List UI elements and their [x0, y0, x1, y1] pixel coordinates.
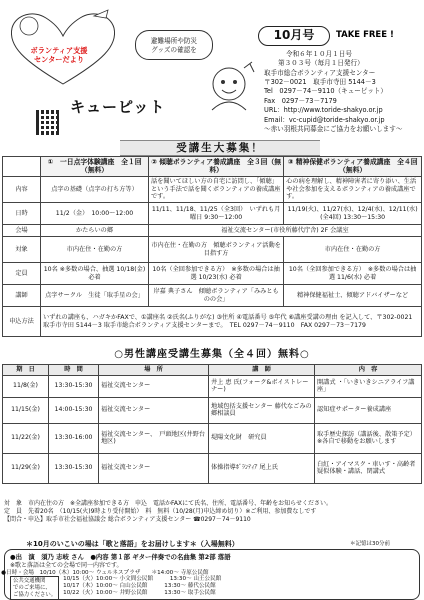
table-cell: 精神保健福祉士、傾聴アドバイザーなど — [284, 285, 422, 307]
table-cell: 点字サークル 生徒「取手星の会」 — [41, 285, 149, 307]
table-cell: 11/2（金） 10:00～12:00 — [41, 203, 149, 225]
table-cell: 白紅・アイマスク・車いす・高齢者疑似体験・講話、閉講式 — [315, 453, 422, 483]
table-cell: 13:30-15:30 — [49, 375, 99, 397]
row-label: 会場 — [3, 225, 41, 237]
table-cell: 福祉交流センター(市役所藤代庁舎) 2F 会議室 — [149, 225, 422, 237]
row-label: 日時 — [3, 203, 41, 225]
column-header: 講 師 — [209, 365, 315, 376]
table-header-row — [3, 365, 422, 376]
column-header: 時 間 — [49, 365, 99, 376]
table-cell: 話を聞いてほしい方の自宅に訪問し、「傾聴」という手法で話を聞くボランティアの養成講座です。 — [149, 176, 284, 202]
event-left-note — [10, 576, 59, 600]
left-note-line: ご協力ください。 — [13, 591, 57, 598]
note-line: 定 員 先着20名 （10/15(火)9時より受付開始） 料 無料（10/28(月)申込締め切り）※ご利用、参加費なしです — [4, 507, 317, 515]
bubble-line: グッズの確認を — [151, 45, 197, 54]
table-cell: 福祉交流センター、 戸頭地区(井野台地区) — [99, 423, 209, 453]
table-row — [3, 285, 422, 307]
table-cell: 福祉交流センター — [99, 375, 209, 397]
column-header: ③ 精神保健ボランティア養成講座 全４回（無料） — [284, 157, 422, 177]
table-cell: 10名（全回参加できる方） ※多数の場合は抽選 11/6(水) 必着 — [284, 263, 422, 285]
table-cell: 市内在住・在勤の方 傾聴ボランティア活動を目指す方 — [149, 237, 284, 263]
table-cell: 認知症サポーター養成講座 — [315, 397, 422, 423]
recruit-banner: 受講生大募集！ — [120, 140, 320, 156]
schedule-line: ●日時・会場 10/10（木）10:00～ ウェルネスプラザ ＊14:00～ 寺原公民館 — [1, 569, 209, 576]
table-cell: いずれの講座も、ハガキかFAXで、①講座名 ②氏名(ふりがな) ③住所 ④電話番号 ⑤年代 ⑥講座受講の理由 を記入して、〒302-0021 取手市寺田 5144－3 取手市総合ボランティア支援センターまで。 TEL 0297－74－9110 FAX 0297－73－7179 — [41, 307, 422, 337]
column-header: ① 一日点字体験講座 全１回（無料） — [41, 157, 149, 177]
table-cell: 11/22(金) — [3, 423, 49, 453]
left-note-line: でのご来場に、 — [13, 584, 51, 591]
info-line: 第３０３号（毎月１日発行） — [278, 59, 364, 68]
course-table — [2, 156, 422, 337]
newsletter-title: キューピット — [70, 98, 166, 116]
row-label: 講師 — [3, 285, 41, 307]
speech-bubble — [135, 30, 213, 60]
table-header-row — [3, 157, 422, 177]
table-cell: 地域包括支援センター 藤代なごみの郷相談員 — [209, 397, 315, 423]
row-label: 対象 — [3, 237, 41, 263]
table-cell: 井上 恵 氏(フォーク&ボイストレーナー) — [209, 375, 315, 397]
heart-text-line: センターだより — [33, 55, 85, 65]
men-course-table — [2, 364, 422, 484]
table-cell: 11/11、11/18、11/25（全3回） いずれも月曜日 9:30～12:00 — [149, 203, 284, 225]
table-cell: 11/8(金) — [3, 375, 49, 397]
schedule-line: 10/15（火）10:00～ 小文間公民館 13:30～ 山王公民館 — [63, 576, 222, 583]
table-cell: 堤陽文化財 研究員 — [209, 423, 315, 453]
table-cell: 10名 ※多数の場合、抽選 10/18(金)必着 — [41, 263, 149, 285]
row-label: 申込方法 — [3, 307, 41, 337]
event-body — [1, 569, 414, 600]
table-row — [3, 263, 422, 285]
table-cell: 福祉交流センター — [99, 397, 209, 423]
mascot-illustration — [200, 60, 258, 118]
table-cell: 開講式 ・「いきいきシニアライフ講座」 — [315, 375, 422, 397]
event-title: ＊10月のいこいの場は「歌と落語」をお届けします＊（入場無料） — [26, 540, 239, 548]
table-cell: 市内在住・在勤の方 — [41, 237, 149, 263]
publisher-info — [264, 50, 402, 134]
row-label: 定員 — [3, 263, 41, 285]
event-performers: ●出 演 須乃 志岐 さん ●内容 第１部 ギター伴奏での名曲集 第2部 落語 — [10, 553, 231, 561]
schedule-line: 10/22（火）10:00～ 井野公民館 13:30～ 取手公民館 — [63, 589, 216, 596]
info-line: ～赤い羽根共同募金にご協力をお願いします～ — [264, 124, 403, 133]
event-note: ＊記憶は30分前 — [350, 541, 390, 547]
qr-code[interactable] — [36, 110, 61, 135]
table-cell: 11/29(金) — [3, 453, 49, 483]
bubble-line: 避難場所や防災 — [150, 37, 198, 45]
table-row — [3, 203, 422, 225]
men-course-notes — [4, 500, 422, 523]
table-row — [3, 375, 422, 397]
table-row — [3, 237, 422, 263]
table-cell: 14:00-15:30 — [49, 397, 99, 423]
contact-line: 【問合・申込】取手市社会福祉協議会 総合ボランティア支援センター ☎0297－74－9110 — [4, 515, 251, 523]
table-row — [3, 423, 422, 453]
table-cell: 岸嘉 典子さん 傾聴ボランティア「みみとものの会」 — [149, 285, 284, 307]
info-line: 取手市総合ボランティア支援センター — [264, 68, 376, 77]
take-free-label: TAKE FREE ! — [336, 30, 394, 40]
info-line: Tel 0297－74－9110（キューピット） — [264, 87, 388, 96]
left-note-line: 公共交通機関 — [13, 577, 46, 584]
heart-text-line: ボランティア支援 — [30, 46, 88, 55]
column-header: 期 日 — [3, 365, 49, 376]
note-line: 対 象 市内在住の方 ※全講座参加できる方 申込 電話かFAXにて氏名、住所、電話番号、年齢をお知らせください。 — [4, 500, 332, 507]
table-cell: 11/15(金) — [3, 397, 49, 423]
table-cell: 点字の基礎（点字の打ち方等） — [41, 176, 149, 202]
table-row — [3, 225, 422, 237]
table-cell: 取手歴史探訪（講話後、散策予定）※各自で移動をお願いします — [315, 423, 422, 453]
info-line: Fax 0297－73－7179 — [264, 96, 337, 105]
info-line: 令和６年１０月１日号 — [286, 50, 352, 58]
table-cell: 10名（全回参加できる方） ※多数の場合は抽選 10/23(水) 必着 — [149, 263, 284, 285]
table-row — [3, 453, 422, 483]
event-box — [1, 549, 420, 600]
column-header: ② 傾聴ボランティア養成講座 全３回（無料） — [149, 157, 284, 177]
table-cell: 市内在住・在勤の方 — [284, 237, 422, 263]
table-cell: 心の病を理解し、精神障害者に寄り添い、生活や社会参加を支えるボランティアの養成講座です。 — [284, 176, 422, 202]
email-link[interactable]: Email：vc-cupid@toride-shakyo.or.jp — [264, 115, 385, 124]
schedule-line: 10/17（木）10:00～ 白山公民館 13:30～ 藤代公民館 — [63, 583, 216, 590]
table-row — [3, 307, 422, 337]
table-cell: かたらいの郷 — [41, 225, 149, 237]
table-cell: 福祉交流センター — [99, 453, 209, 483]
column-header: 内 容 — [315, 365, 422, 376]
table-row — [3, 397, 422, 423]
table-corner — [3, 157, 41, 177]
men-course-heading: ○男性講座受講生募集（全４回）無料○ — [114, 349, 310, 360]
table-cell: 体操指導ﾎﾞﾗﾝﾃｨｱ 尾上氏 — [209, 453, 315, 483]
row-label: 内容 — [3, 176, 41, 202]
column-header: 場 所 — [99, 365, 209, 376]
info-line: 〒302－0021 取手市寺田 5144－3 — [264, 78, 376, 87]
table-cell: 13:30-15:30 — [49, 453, 99, 483]
table-cell: 13:30-16:00 — [49, 423, 99, 453]
event-sub: ※歌と落語は全ての会場で同一内容です。 — [10, 561, 123, 569]
heart-text — [14, 46, 104, 65]
header — [0, 0, 424, 140]
table-cell: 11/19(火)、11/27(水)、12/4(水)、12/11(水)(全4回) 13:30～15:30 — [284, 203, 422, 225]
url-link[interactable]: URL：http://www.toride-shakyo.or.jp — [264, 106, 383, 115]
issue-label: 10月号 — [258, 26, 330, 46]
table-row — [3, 176, 422, 202]
